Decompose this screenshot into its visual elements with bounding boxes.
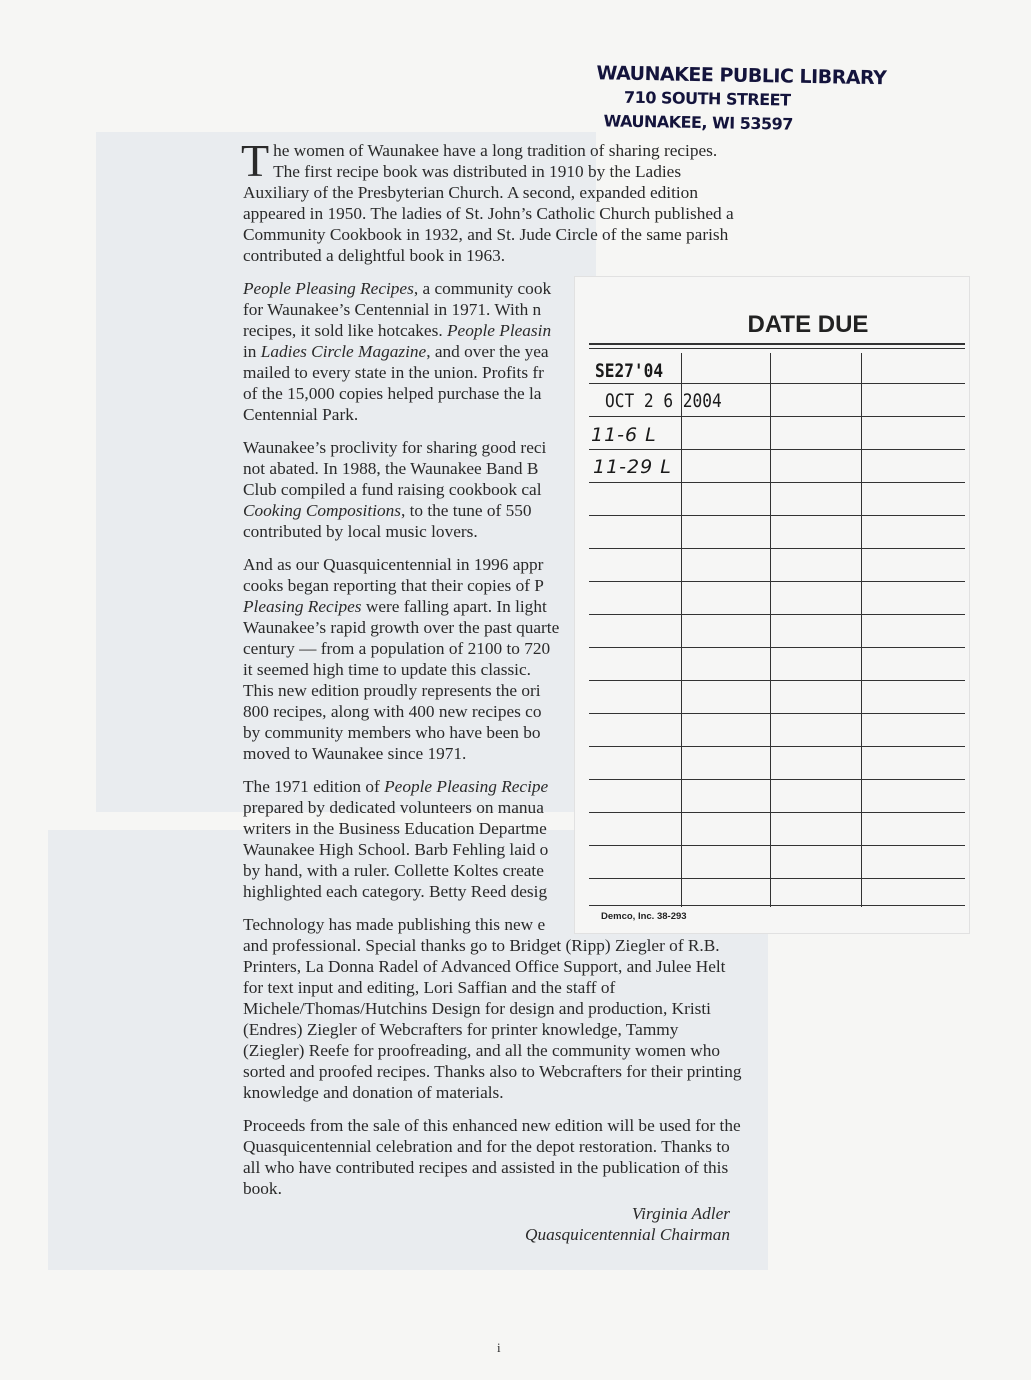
- grid-line: [589, 845, 965, 846]
- text-fragment: for Waunakee’s Centennial in 1971. With n: [243, 300, 542, 319]
- grid-line: [589, 343, 965, 345]
- stamp-line-3: WAUNAKEE, WI 53597: [603, 111, 794, 134]
- grid-line: [589, 548, 965, 549]
- signature-name: Virginia Adler: [631, 1204, 730, 1223]
- grid-line: [589, 614, 965, 615]
- text-fragment: and professional. Special thanks go to Bridget (Ripp) Ziegler of R.B. Printers, La Donna Radel of Advanced Office Support, and Julee Helt for text input and editing, Lori Saffian and the staff of Michele/Thomas/Hutchins Design for design and production, Kristi (Endres) Ziegler of Webcrafters for printer knowledge, Tammy (Ziegler) Reefe for proofreading, and all the community women who sorted and proofed recipes. Thanks also to Webcrafters for their printing knowledge and donation of materials.: [243, 936, 742, 1102]
- text-fragment: This new edition proudly represents the ori: [243, 681, 541, 700]
- grid-line: [589, 482, 965, 483]
- grid-line: [589, 647, 965, 648]
- text-fragment: Centennial Park.: [243, 405, 359, 424]
- text-fragment: , and over the yea: [426, 342, 549, 361]
- grid-line: [589, 515, 965, 516]
- grid-line: [589, 348, 965, 349]
- grid-line: [589, 581, 965, 582]
- magazine-title: Ladies Circle Magazine: [260, 342, 427, 361]
- text-fragment: contributed by local music lovers.: [243, 522, 478, 541]
- text-fragment: 800 recipes, along with 400 new recipes co: [243, 702, 542, 721]
- grid-line: [589, 383, 965, 384]
- text-fragment: prepared by dedicated volunteers on manua: [243, 798, 544, 817]
- grid-line: [589, 680, 965, 681]
- paragraph-7: Proceeds from the sale of this enhanced new edition will be used for the Quasquicentennial celebration and for the depot restoration. Thanks to all who have contributed recipes and assisted in the publication of this book.: [243, 1116, 741, 1198]
- text-fragment: in: [243, 342, 261, 361]
- page-number: i: [497, 1340, 501, 1355]
- text-fragment: , to the tune of 550: [400, 501, 532, 520]
- text-fragment: century — from a population of 2100 to 720: [243, 639, 551, 658]
- text-fragment: Club compiled a fund raising cookbook cal: [243, 480, 542, 499]
- card-grid: [589, 343, 955, 907]
- text-fragment: highlighted each category. Betty Reed desig: [243, 882, 548, 901]
- text-fragment: Waunakee High School. Barb Fehling laid o: [243, 840, 549, 859]
- text-fragment: cooks began reporting that their copies of P: [243, 576, 544, 595]
- due-date-entry: SE27'04: [595, 360, 664, 382]
- grid-line: [589, 746, 965, 747]
- text-fragment: were falling apart. In light: [361, 597, 547, 616]
- library-stamp: [595, 61, 916, 139]
- text-fragment: , a community cook: [413, 279, 552, 298]
- book-title: People Pleasing Recipe: [384, 777, 549, 796]
- card-title: DATE DUE: [747, 311, 869, 338]
- text-fragment: writers in the Business Education Departme: [243, 819, 547, 838]
- grid-line: [589, 878, 965, 879]
- book-title: People Pleasin: [446, 321, 552, 340]
- signature-title: Quasquicentennial Chairman: [525, 1225, 730, 1244]
- book-title: Cooking Compositions: [243, 501, 401, 520]
- drop-cap: T: [241, 135, 270, 186]
- text-fragment: not abated. In 1988, the Waunakee Band B: [243, 459, 539, 478]
- card-footer: Demco, Inc. 38-293: [601, 911, 687, 922]
- stamp-line-1: WAUNAKEE PUBLIC LIBRARY: [596, 62, 887, 90]
- text-fragment: by community members who have been bo: [243, 723, 541, 742]
- stamp-line-2: 710 SOUTH STREET: [623, 87, 791, 110]
- date-due-card: [574, 276, 970, 934]
- paragraph-1-text: he women of Waunakee have a long tradition of sharing recipes. The first recipe book was distributed in 1910 by the Ladies Auxiliary of the Presbyterian Church. A second, expanded edition appeared in 1950. The ladies of St. John’s Catholic Church published a Community Cookbook in 1932, and St. Jude Circle of the same parish contributed a delightful book in 1963.: [243, 141, 734, 265]
- text-fragment: by hand, with a ruler. Collette Koltes create: [243, 861, 544, 880]
- text-fragment: moved to Waunakee since 1971.: [243, 744, 467, 763]
- grid-line: [589, 779, 965, 780]
- grid-line: [589, 812, 965, 813]
- signature-block: [440, 1203, 730, 1245]
- grid-column-divider: [681, 353, 682, 907]
- due-date-entry: 11-29 L: [593, 456, 672, 478]
- text-fragment: And as our Quasquicentennial in 1996 appr: [243, 555, 544, 574]
- text-fragment: it seemed high time to update this classic.: [243, 660, 531, 679]
- text-fragment: Waunakee’s rapid growth over the past quarte: [243, 618, 560, 637]
- grid-line: [589, 905, 965, 906]
- text-fragment: Waunakee’s proclivity for sharing good reci: [243, 438, 547, 457]
- paragraph-1: [241, 135, 743, 266]
- book-title: Pleasing Recipes: [243, 597, 362, 616]
- text-fragment: recipes, it sold like hotcakes.: [243, 321, 447, 340]
- grid-column-divider: [770, 353, 771, 907]
- text-fragment: mailed to every state in the union. Profits fr: [243, 363, 544, 382]
- paragraph-6: [243, 914, 743, 1103]
- text-fragment: of the 15,000 copies helped purchase the la: [243, 384, 542, 403]
- text-fragment: Technology has made publishing this new e: [243, 915, 546, 934]
- grid-line: [589, 449, 965, 450]
- text-fragment: The 1971 edition of: [243, 777, 385, 796]
- book-title: People Pleasing Recipes: [243, 279, 414, 298]
- due-date-entry: 11-6 L: [591, 424, 657, 446]
- grid-line: [589, 713, 965, 714]
- due-date-entry: OCT 2 6 2004: [605, 390, 722, 412]
- grid-line: [589, 416, 965, 417]
- grid-column-divider: [861, 353, 862, 907]
